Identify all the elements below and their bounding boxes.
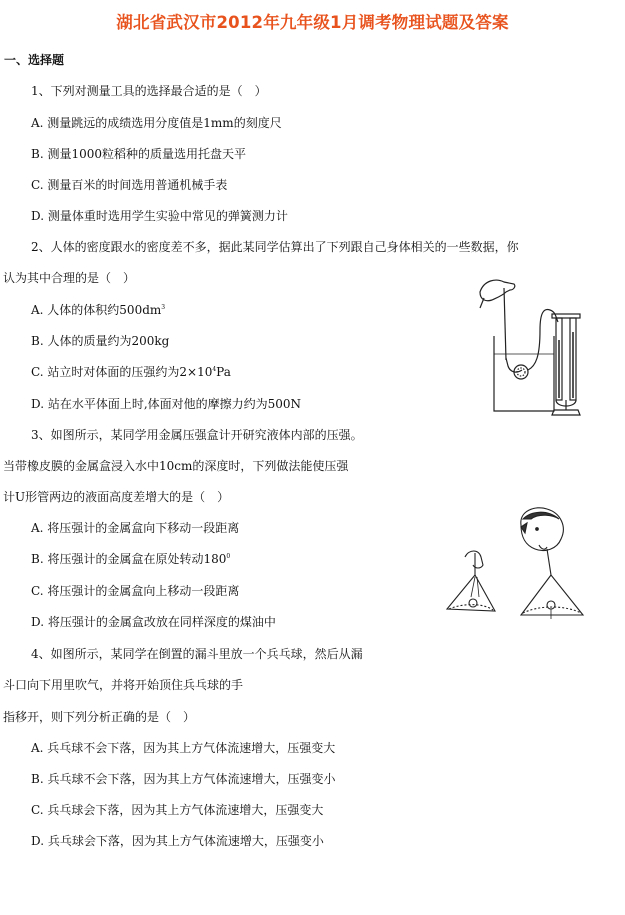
funnel-stem-right [547,549,551,575]
section-heading: 一、选择题 [4,53,65,67]
unit: Pa [216,365,231,379]
eye [536,528,539,531]
question-2-option-c [31,363,231,380]
question-3-option-d: D. 将压强计的金属盒改放在同样深度的煤油中 [31,615,276,629]
question-2-option-b: B. 人体的质量约为200kg [31,334,170,348]
hair [523,512,559,519]
question-2-option-d: D. 站在水平体面上时,体面对他的摩擦力约为500N [31,397,302,411]
option-text: B. 将压强计的金属盒在原处转动180 [31,552,227,566]
question-4-option-b: B. 兵乓球不会下落，因为其上方气体流速增大，压强变小 [31,772,336,786]
question-4-stem: 4、如图所示，某同学在倒置的漏斗里放一个兵乓球，然后从漏 [31,647,363,661]
question-4-option-a: A. 兵乓球不会下落，因为其上方气体流速增大，压强变大 [31,741,336,755]
hand [480,280,515,301]
question-4-stem-cont-2: 指移开，则下列分析正确的是（ ） [3,710,196,724]
question-3-stem-cont-1: 当带橡皮膜的金属盒浸入水中10cm的深度时，下列做法能使压强 [3,459,349,473]
beaker-outline [494,336,554,411]
question-2-option-a [31,301,165,318]
superscript: 4 [212,366,217,373]
mouth [539,545,547,549]
probe-stick [504,288,506,360]
question-1-option-a: A. 测量跳远的成绩选用分度值是1mm的刻度尺 [31,116,282,130]
question-3-option-b [31,550,230,567]
question-4-option-d: D. 兵乓球会下落，因为其上方气体流速增大，压强变小 [31,834,324,848]
funnel-cone [447,575,495,611]
funnel-figure [435,505,595,625]
page-title: 湖北省武汉市2012年九年级1月调考物理试题及答案 [116,13,509,32]
question-2-stem-cont: 认为其中合理的是（ ） [3,271,136,285]
option-text: C. 站立时对体面的压强约为2×10 [31,365,213,379]
question-1-option-b: B. 测量1000粒稻种的质量选用托盘天平 [31,147,246,161]
question-1-stem: 1、下列对测量工具的选择最合适的是（ ） [31,84,267,98]
ping-pong-ball-left [469,599,477,607]
question-4-stem-cont-1: 斗口向下用里吹气，并将开始顶住兵乓球的手 [3,678,244,692]
ping-pong-ball-right [547,601,555,609]
superscript: 3 [161,304,166,311]
option-text: A. 人体的体积约500dm [31,303,162,317]
question-3-stem: 3、如图所示，某同学用金属压强盒计开研究液体内部的压强。 [31,428,363,442]
question-2-stem: 2、人体的密度跟水的密度差不多，据此某同学估算出了下列跟自己身体相关的一些数据，你 [31,240,519,254]
question-3-option-a: A. 将压强计的金属盒向下移动一段距离 [31,521,240,535]
left-hand [465,551,483,568]
hand-wrist [480,298,484,308]
question-1-option-c: C. 测量百米的时间选用普通机械手表 [31,178,228,192]
question-1-option-d: D. 测量体重时选用学生实验中常见的弹簧测力计 [31,209,288,223]
pressure-gauge-figure [470,270,600,420]
stand-base [552,410,580,415]
question-3-stem-cont-2: 计U形管两边的液面高度差增大的是（ ） [3,490,230,504]
superscript: 0 [226,553,231,560]
question-3-option-c: C. 将压强计的金属盒向上移动一段距离 [31,584,240,598]
question-4-option-c: C. 兵乓球会下落，因为其上方气体流速增大，压强变大 [31,803,324,817]
